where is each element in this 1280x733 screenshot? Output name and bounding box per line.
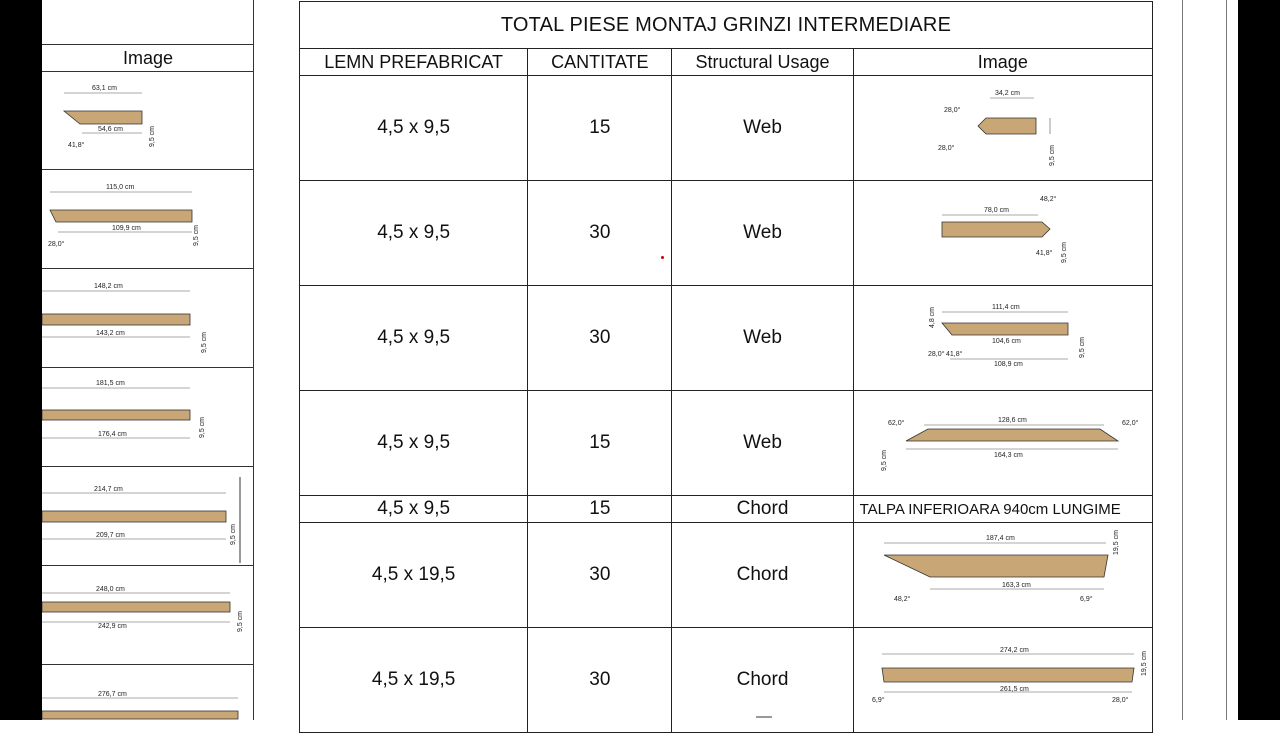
- frame-line: [1226, 0, 1227, 720]
- left-thumbnail-row: [42, 170, 254, 269]
- dim-label: 9,5 cm: [230, 523, 237, 545]
- angle-label: 6,9°: [1079, 596, 1093, 603]
- table-title: TOTAL PIESE MONTAJ GRINZI INTERMEDIARE: [300, 2, 1153, 49]
- dim-label: 128,6 cm: [997, 417, 1027, 424]
- dim-label: 104,6 cm: [991, 338, 1021, 345]
- cantitate-cell: 30: [528, 181, 672, 286]
- note-cell: TALPA INFERIOARA 940cm LUNGIME: [853, 496, 1152, 523]
- table-row: [300, 286, 1153, 391]
- dim-label: 34,2 cm: [994, 90, 1020, 97]
- dim-label: 9,5 cm: [201, 331, 208, 353]
- column-header-usage: Structural Usage: [672, 49, 853, 76]
- bottom-mark: [756, 716, 772, 718]
- dim-label: 9,5 cm: [237, 610, 244, 632]
- angle-label: 28,0°: [937, 145, 955, 152]
- angle-label: 62,0°: [887, 420, 905, 427]
- piece-drawing: [42, 665, 254, 720]
- dim-label: 148,2 cm: [94, 283, 123, 290]
- dim-label: 143,2 cm: [96, 330, 125, 337]
- image-cell: [853, 76, 1152, 181]
- lemn-cell: 4,5 x 19,5: [300, 628, 528, 733]
- column-header-image: Image: [853, 49, 1152, 76]
- dim-label: 181,5 cm: [96, 380, 125, 387]
- dim-label: 9,5 cm: [193, 224, 200, 246]
- piece-drawing: [854, 286, 1153, 384]
- piece-drawing: [854, 181, 1153, 279]
- table-row: [300, 523, 1153, 628]
- left-thumbnail-row: [42, 665, 254, 720]
- usage-cell: Web: [672, 181, 853, 286]
- right-black-bar: [1238, 0, 1280, 720]
- usage-cell: Web: [672, 391, 853, 496]
- main-table: [299, 1, 1153, 733]
- dim-label: 187,4 cm: [985, 535, 1015, 542]
- usage-cell: Chord: [672, 523, 853, 628]
- dim-label: 108,9 cm: [993, 361, 1023, 368]
- frame-line: [1182, 0, 1183, 720]
- cantitate-cell: 15: [528, 391, 672, 496]
- red-dot-marker: [661, 256, 664, 259]
- table-row: [300, 76, 1153, 181]
- table-header-row: [300, 49, 1153, 76]
- cantitate-cell: 15: [528, 76, 672, 181]
- piece-drawing: [854, 523, 1153, 621]
- left-thumbnail-row: [42, 566, 254, 665]
- dim-label: 9,5 cm: [880, 449, 888, 471]
- dim-label: 4,8 cm: [928, 306, 936, 328]
- dim-label: 19,5 cm: [1112, 530, 1120, 555]
- angle-label: 41,8°: [68, 142, 85, 149]
- dim-label: 176,4 cm: [98, 431, 127, 438]
- angle-label: 6,9°: [871, 697, 885, 704]
- left-panel-top-cell: [42, 0, 254, 44]
- piece-drawing: [42, 170, 254, 268]
- column-header-cantitate: CANTITATE: [528, 49, 672, 76]
- piece-drawing: [42, 71, 254, 169]
- angle-label: 28,0°: [943, 107, 961, 114]
- image-cell: [853, 523, 1152, 628]
- dim-label: 19,5 cm: [1140, 651, 1148, 676]
- left-thumbnail-row: [42, 467, 254, 566]
- lemn-cell: 4,5 x 19,5: [300, 523, 528, 628]
- lemn-cell: 4,5 x 9,5: [300, 286, 528, 391]
- dim-label: 261,5 cm: [999, 686, 1029, 693]
- cantitate-cell: 30: [528, 286, 672, 391]
- left-thumbnail-row: [42, 269, 254, 368]
- piece-drawing: [42, 566, 254, 664]
- piece-drawing: [42, 467, 254, 565]
- dim-label: 274,2 cm: [999, 647, 1029, 654]
- table-row: [300, 496, 1153, 523]
- usage-cell: Chord: [672, 628, 853, 733]
- dim-label: 54,6 cm: [98, 126, 123, 133]
- image-cell: [853, 391, 1152, 496]
- dim-label: 9,5 cm: [1048, 144, 1056, 166]
- column-header-lemn: LEMN PREFABRICAT: [300, 49, 528, 76]
- dim-label: 78,0 cm: [983, 207, 1009, 214]
- cantitate-cell: 30: [528, 523, 672, 628]
- dim-label: 214,7 cm: [94, 486, 123, 493]
- angle-label: 41,8°: [1035, 250, 1053, 257]
- table-row: [300, 628, 1153, 733]
- usage-cell: Web: [672, 286, 853, 391]
- piece-drawing: [854, 628, 1153, 726]
- dim-label: 9,5 cm: [1078, 336, 1086, 358]
- left-thumbnail-row: [42, 71, 254, 170]
- dim-label: 115,0 cm: [106, 184, 135, 191]
- angle-label: 28,0°: [927, 351, 945, 358]
- image-cell: [853, 286, 1152, 391]
- piece-drawing: [854, 391, 1153, 489]
- dim-label: 242,9 cm: [98, 623, 127, 630]
- lemn-cell: 4,5 x 9,5: [300, 181, 528, 286]
- table-row: [300, 181, 1153, 286]
- lemn-cell: 4,5 x 9,5: [300, 76, 528, 181]
- cantitate-cell: 30: [528, 628, 672, 733]
- left-black-bar: [0, 0, 42, 720]
- angle-label: 48,2°: [893, 596, 911, 603]
- angle-label: 62,0°: [1121, 420, 1139, 427]
- piece-drawing: [42, 368, 254, 466]
- lemn-cell: 4,5 x 9,5: [300, 496, 528, 523]
- piece-drawing: [42, 269, 254, 367]
- angle-label: 41,8°: [945, 351, 963, 358]
- dim-label: 109,9 cm: [112, 225, 141, 232]
- dim-label: 209,7 cm: [96, 532, 125, 539]
- angle-label: 48,2°: [1039, 196, 1057, 203]
- usage-cell: Chord: [672, 496, 853, 523]
- usage-cell: Web: [672, 76, 853, 181]
- dim-label: 9,5 cm: [199, 416, 206, 438]
- left-panel: [42, 0, 254, 720]
- left-panel-border: [253, 0, 254, 720]
- dim-label: 63,1 cm: [92, 85, 117, 92]
- left-panel-header: Image: [42, 44, 254, 72]
- piece-drawing: [854, 76, 1153, 174]
- image-cell: [853, 181, 1152, 286]
- image-cell: [853, 628, 1152, 733]
- dim-label: 248,0 cm: [96, 586, 125, 593]
- left-thumbnail-row: [42, 368, 254, 467]
- dim-label: 111,4 cm: [991, 304, 1020, 311]
- dim-label: 276,7 cm: [98, 691, 127, 698]
- table-row: [300, 391, 1153, 496]
- dim-label: 9,5 cm: [149, 125, 156, 147]
- angle-label: 28,0°: [48, 241, 65, 248]
- dim-label: 163,3 cm: [1001, 582, 1031, 589]
- dim-label: 9,5 cm: [1060, 241, 1068, 263]
- angle-label: 28,0°: [1111, 697, 1129, 704]
- dim-label: 164,3 cm: [993, 452, 1023, 459]
- lemn-cell: 4,5 x 9,5: [300, 391, 528, 496]
- cantitate-cell: 15: [528, 496, 672, 523]
